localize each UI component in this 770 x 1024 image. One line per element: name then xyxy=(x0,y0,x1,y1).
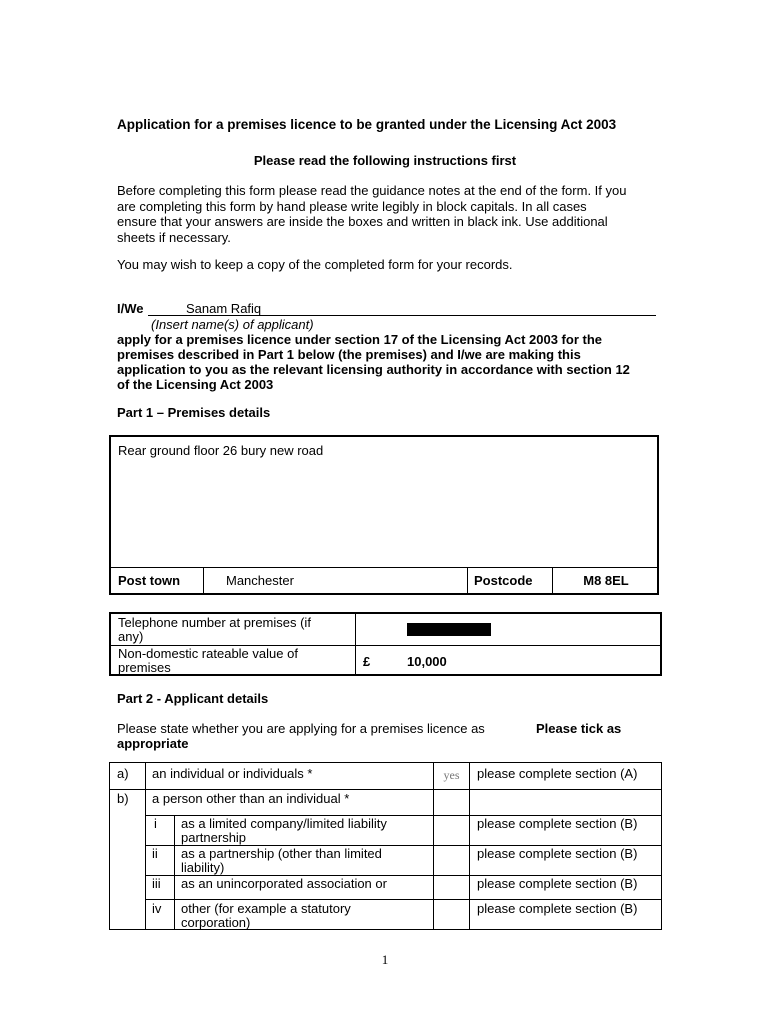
subrow-ii-key: ii xyxy=(152,846,158,861)
declaration-line: application to you as the relevant licensing authority in accordance with section 12 xyxy=(117,362,630,377)
post-town-value[interactable]: Manchester xyxy=(226,573,294,588)
divider xyxy=(467,568,468,593)
row-a-tick[interactable]: yes xyxy=(443,768,460,782)
subrow-text-line: as a limited company/limited liability xyxy=(181,816,387,831)
subrow-ii-text xyxy=(181,847,382,875)
row-b-key: b) xyxy=(117,791,129,806)
rateable-label-line: premises xyxy=(118,660,171,675)
part2-heading: Part 2 - Applicant details xyxy=(117,691,269,706)
row-b-text: a person other than an individual * xyxy=(152,791,350,806)
instructions-line: sheets if necessary. xyxy=(117,229,231,245)
applicant-type-question: Please state whether you are applying for a premises licence as xyxy=(117,721,485,736)
tick-instruction: Please tick as xyxy=(536,721,622,736)
subrow-text-line: other (for example a statutory xyxy=(181,901,351,916)
row-a-action: please complete section (A) xyxy=(477,766,638,781)
instructions-line: Before completing this form please read the guidance notes at the end of the form. If you xyxy=(117,183,627,198)
subrow-iv-tick[interactable] xyxy=(434,900,469,929)
part1-heading: Part 1 – Premises details xyxy=(117,405,271,420)
applicant-type-question-cont: appropriate xyxy=(117,736,189,751)
divider xyxy=(145,899,661,900)
declaration-paragraph xyxy=(117,332,662,392)
telephone-redacted-value xyxy=(407,623,491,636)
subrow-iv-key: iv xyxy=(152,901,162,916)
rateable-label-line: Non-domestic rateable value of xyxy=(118,646,298,661)
postcode-value[interactable]: M8 8EL xyxy=(583,573,629,588)
instructions-line: are completing this form by hand please write legibly in block capitals. In all cases xyxy=(117,198,587,214)
subrow-text-line: as a partnership (other than limited xyxy=(181,846,382,861)
subrow-iii-text: as an unincorporated association or xyxy=(181,876,387,891)
subrow-ii-action: please complete section (B) xyxy=(477,846,638,861)
instructions-line: ensure that your answers are inside the boxes and written in black ink. Use additional xyxy=(117,214,608,229)
post-town-label: Post town xyxy=(118,573,181,588)
subrow-iii-action: please complete section (B) xyxy=(477,876,638,891)
copy-note: You may wish to keep a copy of the completed form for your records. xyxy=(117,257,513,272)
subrow-iv-action: please complete section (B) xyxy=(477,901,638,916)
divider xyxy=(110,789,661,790)
premises-contact-box xyxy=(109,612,662,676)
currency-symbol: £ xyxy=(363,654,371,669)
subrow-iii-key: iii xyxy=(152,876,161,891)
subrow-text-line: liability) xyxy=(181,860,225,875)
rateable-value[interactable]: 10,000 xyxy=(407,654,447,669)
telephone-label xyxy=(118,616,348,644)
telephone-label-line: any) xyxy=(118,629,144,644)
subrow-text-line: corporation) xyxy=(181,915,251,930)
subrow-i-action: please complete section (B) xyxy=(477,816,638,831)
subrow-iii-tick[interactable] xyxy=(434,876,469,899)
form-title: Application for a premises licence to be granted under the Licensing Act 2003 xyxy=(117,117,617,132)
divider xyxy=(203,568,204,593)
row-b-tick[interactable] xyxy=(434,790,469,814)
rateable-value-label xyxy=(118,647,348,675)
applicant-name-value: Sanam Rafiq xyxy=(186,301,262,316)
row-a-key: a) xyxy=(117,766,129,781)
declaration-line: apply for a premises licence under section 17 of the Licensing Act 2003 for the xyxy=(117,332,602,347)
subrow-i-tick[interactable] xyxy=(434,816,469,845)
subrow-iv-text xyxy=(181,902,351,930)
divider xyxy=(174,815,175,930)
row-a-text: an individual or individuals * xyxy=(152,766,313,781)
premises-address-box[interactable] xyxy=(109,435,659,595)
subrow-i-text xyxy=(181,817,387,845)
subrow-ii-tick[interactable] xyxy=(434,846,469,875)
divider xyxy=(355,614,356,674)
page-number: 1 xyxy=(381,952,389,967)
applicant-hint: (Insert name(s) of applicant) xyxy=(151,317,314,332)
subrow-text-line: partnership xyxy=(181,830,247,845)
premises-address-value: Rear ground floor 26 bury new road xyxy=(118,443,324,458)
telephone-label-line: Telephone number at premises (if xyxy=(118,615,311,630)
declaration-line: premises described in Part 1 below (the premises) and I/we are making this xyxy=(117,347,581,362)
post-town-row xyxy=(111,567,657,593)
postcode-label: Postcode xyxy=(474,573,533,588)
instructions-paragraph xyxy=(117,183,662,245)
instructions-heading: Please read the following instructions first xyxy=(253,153,517,168)
declaration-line: of the Licensing Act 2003 xyxy=(117,377,274,392)
subrow-i-key: i xyxy=(154,816,157,831)
applicant-label: I/We xyxy=(117,301,144,316)
applicant-type-table xyxy=(109,762,662,930)
